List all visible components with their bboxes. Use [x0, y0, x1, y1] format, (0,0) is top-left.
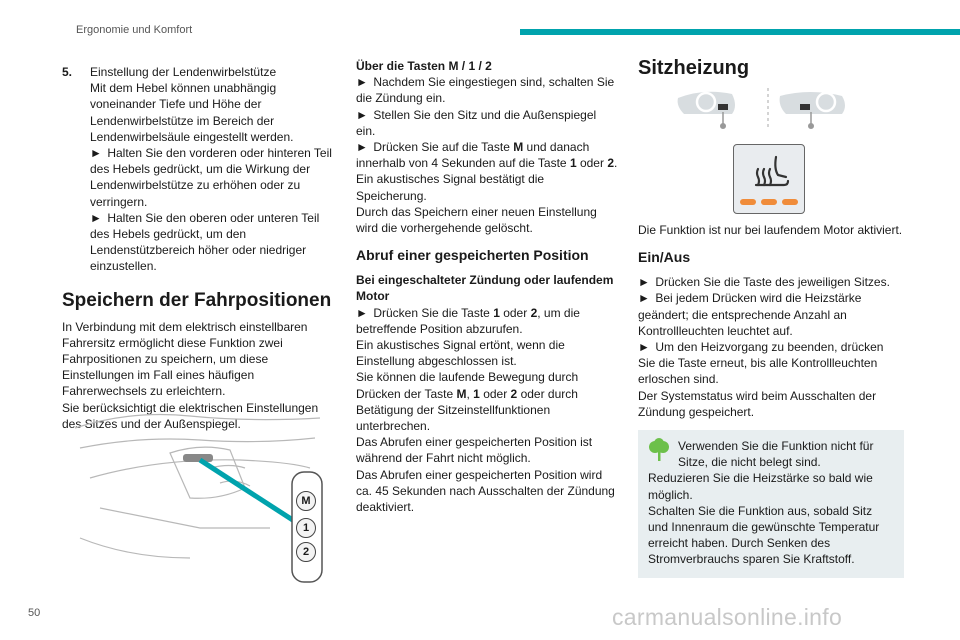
memory-buttons-panel — [183, 454, 213, 462]
page-number: 50 — [28, 607, 41, 619]
item-number: 5. — [62, 65, 73, 79]
paragraph-interrupt: Sie können die laufende Bewegung durch Drücken der Taste M, 1 oder 2 oder durch Betätigung der Sitzeinstellfunktionen unterbrechen. — [356, 370, 579, 434]
bullet-arrow-icon: ► — [638, 275, 650, 290]
paragraph-intro: In Verbindung mit dem elektrisch einstellbaren Fahrersitz ermöglicht diese Funktion zwei Fahrpositionen zu speichern, um diese Einstellungen im Fall eines häufigen Fahrerwechsels zu erleichtern. — [62, 319, 308, 399]
paragraph-timeout: Das Abrufen einer gespeicherten Position wird ca. 45 Sekunden nach Ausschalten der Zündung deaktiviert. — [356, 467, 615, 515]
bullet-arrow-icon: ► — [356, 75, 368, 90]
seat-memory-illustration — [70, 408, 330, 588]
bullet-level — [638, 290, 904, 339]
bullet-press-seat — [638, 274, 904, 290]
bullet-off — [638, 339, 904, 388]
column-left — [62, 64, 338, 432]
bullet-arrow-icon: ► — [356, 305, 368, 320]
paragraph-signal: Ein akustisches Signal ertönt, wenn die Einstellung abgeschlossen ist. — [356, 338, 565, 369]
watermark: carmanualsonline.info — [612, 604, 843, 630]
subheading-ignition: Bei eingeschalteter Zündung oder laufendem Motor — [356, 273, 614, 304]
seat-heater-button-illustration — [733, 144, 805, 214]
note-reduce: Reduzieren Sie die Heizstärke so bald wie möglich. — [648, 471, 873, 502]
bullet-press-m: ► Drücken Sie auf die Taste M und danach innerhalb von 4 Sekunden auf die Taste 1 oder 2. — [356, 140, 618, 171]
bullet-ignition — [356, 74, 618, 106]
eco-leaf-icon — [648, 438, 670, 462]
bullet-arrow-icon: ► — [90, 146, 102, 161]
bullet-text: Halten Sie den oberen oder unteren Teil des Hebels gedrückt, um den Lendenstützbereich höher oder niedriger einzustellen. — [90, 210, 320, 274]
section-title-seat-heating: Sitzheizung — [638, 57, 750, 79]
subheading-buttons: Über die Tasten M / 1 / 2 — [356, 59, 492, 73]
note-unoccupied: Verwenden Sie die Funktion nicht für Sitze, die nicht belegt sind. — [678, 439, 874, 470]
bullet-arrow-icon: ► — [90, 210, 102, 225]
bullet-up-down — [90, 210, 338, 275]
bullet-text: Nachdem Sie eingestiegen sind, schalten Sie die Zündung ein. — [356, 75, 615, 106]
seat-heat-icon — [734, 145, 804, 213]
header-section-title: Ergonomie und Komfort — [76, 24, 193, 36]
memory-button-m: M — [296, 491, 316, 511]
note-switch-off: Schalten Sie die Funktion aus, sobald Sitz und Innenraum die gewünschte Temperatur erreicht haben. Durch Senken des Stromverbrauchs sparen Sie Kraftstoff. — [648, 503, 880, 567]
eco-note-box — [638, 430, 904, 578]
bullet-adjust — [356, 107, 618, 139]
paragraph-overwrite: Durch das Speichern einer neuen Einstellung wird die vorhergehende gelöscht. — [356, 204, 597, 236]
bullet-arrow-icon: ► — [356, 140, 368, 155]
bullet-arrow-icon: ► — [356, 107, 368, 122]
paragraph-status: Der Systemstatus wird beim Ausschalten der Zündung gespeichert. — [638, 388, 877, 419]
bullet-arrow-icon: ► — [638, 340, 650, 355]
bullet-recall: ► Drücken Sie die Taste 1 oder 2, um die betreffende Position abzurufen. — [356, 305, 580, 336]
bullet-text: Halten Sie den vorderen oder hinteren Teil des Hebels gedrückt, um die Wirkung der Lendenwirbelstütze zu erhöhen oder zu verringern. — [90, 146, 332, 209]
paragraph-engine: Die Funktion ist nur bei laufendem Motor aktiviert. — [638, 223, 903, 237]
header-accent-bar — [520, 29, 960, 35]
bullet-front-back — [90, 145, 338, 210]
section-heading-recall: Abruf einer gespeicherten Position — [356, 247, 589, 264]
section-heading-memory: Speichern der Fahrpositionen — [62, 289, 332, 311]
paragraph-ack: Ein akustisches Signal bestätigt die Speicherung. — [356, 172, 545, 203]
item-title: Einstellung der Lendenwirbelstütze — [90, 65, 277, 79]
item-lumbar — [62, 64, 338, 275]
memory-button-1: 1 — [296, 518, 316, 538]
bullet-text: Bei jedem Drücken wird die Heizstärke geändert; die entsprechende Anzahl an Kontrollleuchten leuchtet auf. — [638, 291, 862, 338]
paragraph-settings: Sie berücksichtigt die elektrischen Einstellungen des Sitzes und der Außenspiegel. — [62, 400, 319, 431]
column-middle — [356, 58, 618, 515]
seat-heater-location-diagram — [676, 88, 858, 132]
item-body: Mit dem Hebel können unabhängig voneinander Tiefe und Höhe der Lendenwirbelstütze im Bereich der Lendenwirbelsäule eingestellt werden. — [90, 81, 294, 144]
column-right-body — [638, 222, 904, 578]
paragraph-driving: Das Abrufen einer gespeicherten Position ist während der Fahrt nicht möglich. — [356, 435, 593, 466]
bullet-arrow-icon: ► — [638, 291, 650, 306]
memory-button-2: 2 — [296, 542, 316, 562]
bullet-text: Stellen Sie den Sitz und die Außenspiegel ein. — [356, 107, 597, 138]
bullet-text: Um den Heizvorgang zu beenden, drücken Sie die Taste erneut, bis alle Kontrollleuchten erloschen sind. — [638, 340, 884, 387]
bullet-text: Drücken Sie die Taste des jeweiligen Sitzes. — [655, 275, 890, 290]
section-heading-on-off: Ein/Aus — [638, 249, 691, 266]
